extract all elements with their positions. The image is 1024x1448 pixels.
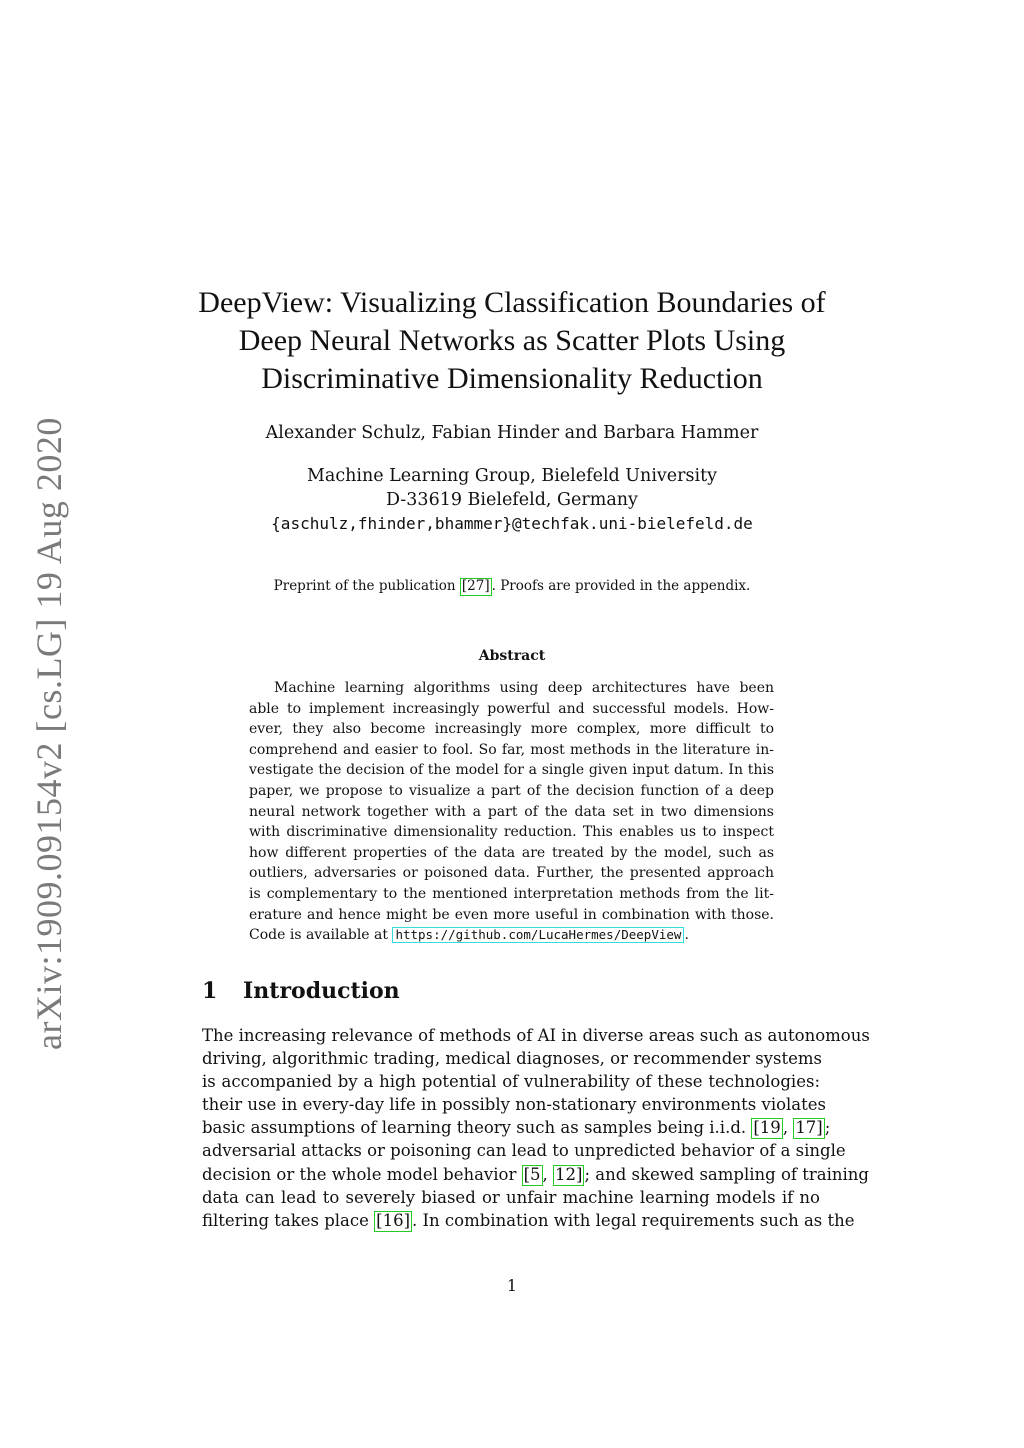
body-text: basic assumptions of learning theory such as samples being i.i.d.: [202, 1118, 752, 1138]
body-line: data can lead to severely biased or unfair machine learning models if no: [202, 1187, 820, 1207]
body-line: [202, 1209, 855, 1232]
title-line: Discriminative Dimensionality Reduction: [261, 362, 763, 395]
citation-link[interactable]: [16]: [376, 1210, 411, 1230]
abstract-line: ever, they also become increasingly more complex, more difficult to: [249, 721, 774, 738]
abstract-line: paper, we propose to visualize a part of the decision function of a deep: [249, 782, 774, 799]
abstract-line: able to implement increasingly powerful and successful models. How-: [249, 700, 774, 717]
body-line: adversarial attacks or poisoning can lead to unpredicted behavior of a single: [202, 1141, 846, 1161]
citation-link[interactable]: 17]: [795, 1118, 823, 1138]
abstract-line: how different properties of the data are treated by the model, such as: [249, 844, 774, 861]
citation-link[interactable]: [19: [753, 1118, 781, 1138]
preprint-text: Preprint of the publication: [273, 578, 460, 594]
code-repository-link[interactable]: https://github.com/LucaHermes/DeepView: [392, 927, 684, 943]
body-line: driving, algorithmic trading, medical diagnoses, or recommender systems: [202, 1049, 822, 1069]
preprint-text: . Proofs are provided in the appendix.: [491, 578, 751, 594]
title-line: DeepView: Visualizing Classification Boundaries of: [198, 286, 826, 319]
abstract-line: is complementary to the mentioned interpretation methods from the lit-: [249, 885, 774, 902]
body-line: [202, 1116, 831, 1139]
abstract-line: erature and hence might be even more useful in combination with those.: [249, 906, 774, 923]
abstract-heading: Abstract: [478, 648, 546, 664]
body-line: The increasing relevance of methods of AI in diverse areas such as autonomous: [202, 1026, 870, 1045]
body-line: [202, 1163, 869, 1186]
body-text: ,: [782, 1118, 794, 1138]
affiliation-institution: Machine Learning Group, Bielefeld University: [306, 466, 718, 486]
abstract-body: [249, 678, 774, 946]
abstract-line: vestigate the decision of the model for a single given input datum. In this: [249, 762, 774, 779]
page-number: 1: [506, 1276, 518, 1295]
body-text: decision or the whole model behavior: [202, 1164, 522, 1184]
title-line: Deep Neural Networks as Scatter Plots Using: [238, 324, 786, 357]
body-line: is accompanied by a high potential of vulnerability of these technologies:: [202, 1072, 820, 1092]
abstract-line: outliers, adversaries or poisoned data. Further, the presented approach: [249, 865, 774, 882]
citation-link[interactable]: [27]: [461, 578, 490, 594]
paper-title: [160, 284, 864, 398]
preprint-note: [160, 578, 864, 596]
abstract-line: comprehend and easier to fool. So far, most methods in the literature in-: [249, 741, 774, 758]
affiliation-address: D-33619 Bielefeld, Germany: [386, 490, 638, 510]
body-text: ;: [824, 1118, 831, 1138]
citation-link[interactable]: 12]: [555, 1164, 583, 1184]
section-number: 1: [202, 978, 218, 1004]
arxiv-identifier: arXiv:1909.09154v2 [cs.LG] 19 Aug 2020: [29, 417, 69, 1050]
introduction-body: [202, 1024, 870, 1232]
author-emails: {aschulz,fhinder,bhammer}@techfak.uni-bielefeld.de: [271, 514, 753, 533]
section-title: Introduction: [243, 978, 400, 1004]
body-line: their use in every-day life in possibly non-stationary environments violates: [202, 1095, 827, 1115]
abstract-code-suffix: .: [684, 927, 689, 944]
abstract-line: Machine learning algorithms using deep architectures have been: [274, 680, 774, 696]
abstract-line: with discriminative dimensionality reduction. This enables us to inspect: [249, 824, 774, 841]
body-text: ; and skewed sampling of training: [584, 1164, 869, 1184]
author-list: Alexander Schulz, Fabian Hinder and Barbara Hammer: [265, 423, 759, 443]
affiliation: [160, 464, 864, 536]
abstract-code-line: [249, 925, 774, 946]
body-text: . In combination with legal requirements such as the: [412, 1210, 855, 1230]
abstract-code-prefix: Code is available at: [249, 927, 393, 944]
abstract-line: neural network together with a part of the data set in two dimensions: [249, 803, 774, 820]
body-text: filtering takes place: [202, 1210, 375, 1230]
citation-link[interactable]: [5: [523, 1164, 541, 1184]
body-text: ,: [542, 1164, 554, 1184]
